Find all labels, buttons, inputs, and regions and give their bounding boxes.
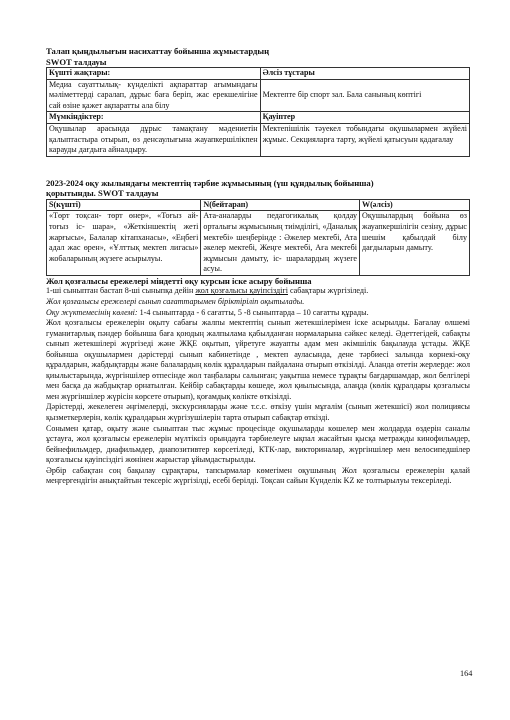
paragraph-1: 1-ші сыныптан бастап 8-ші сыныпқа дейін жол қозғалысы қауіпсіздігі сабақтары жүргізіледі.	[46, 286, 369, 296]
paragraph-6: Сонымен қатар, оқыту және сыныптан тыс жұмыс процесінде оқушыларды көшелер мен жолдарда өздерін саналы ұстауға, жол қозғалысы ережелерін мүлтіксіз орындауға тәрбиелеуге ықпал жасайтын қысқа метражды кинофильмдер, бейнефильмдер, диафильмдер, диапозитивтер көрсетіледі, КТК-лар, викториналар, жүргіншілер мен велосипедшілер қозғалысы қауіпсіздігі жөнінен жарыстар ұйымдастырылды.	[46, 423, 470, 465]
strengths-header: Күшті жақтары:	[47, 68, 261, 80]
swot-table-2	[46, 199, 470, 276]
w-header: W(әлсіз)	[360, 199, 470, 211]
swot-table-1	[46, 67, 470, 157]
paragraph-4: Жол қозғалысы ережелерін оқыту сабағы жалпы мектептің сынып жетекшілерімен іске асырылды. Бағалау өлшемі гуманитарлық пәндер бойынша баға қоюдың жалпылама қабылданған нормаларына сәйкес келеді. Әдеттегідей, сабақты сынып жетекшілері жүргізеді және ЖҚЕ оқытып, үйретуге жауапты адам мен әкімшілік бақылауда ұстады. ЖҚЕ бойынша оқушылармен дәрістерді сынып кабинетінде , мектеп ауласында, дене тәрбиесі залында көрнекі-оқу құралдарын, жабдықтарды және балалардың көлік құралдарын пайдалана отырып өткізілді. Аланда өтетін жерлерде: жол қиылыстарында, жүргіншілер өтпесінде жол таңбалары салынған; уақытша немесе тұрақты бағдаршамдар, жол белгілері мен басқа да жабдықтар орнатылған. Кейбір сабақтарды көшеде, жол қиылысында, алаңда (көлік құралдары қозғалысы мен жүргіншілер жүрісін көрсете отырып), қоғамдық көлікте өткізілді.	[46, 318, 470, 401]
paragraph-3: Оқу жүктемесінің көлемі: 1-4 сыныптарда - 6 сағатты, 5 -8 сыныптарда – 10 сағатты құрады.	[46, 307, 369, 317]
weaknesses-cell: Мектепте бір спорт зал. Бала санының көптігі	[260, 79, 469, 112]
w-cell: Оқушылардың бойына өз жауапкершілігін сезіну, дұрыс шешім қабылдай білу дағдыларын дамыту.	[360, 211, 470, 276]
n-cell: Ата-аналарды педагогикалық қолдау орталығы жұмысының тиімділігі, «Даналық мектебі» шеңберінде : Әжелер мектебі, Ата әкелер мектебі, Жеңге мектебі, Аға мектебі жұмысын дамыту, іс- шаралардың жүзеге асуы.	[201, 211, 360, 276]
s-cell: «Төрт тоқсан- төрт өнер», «Тоғыз ай- тоғыз іс- шара», «Жеткіншектің жеті жарғысы», Балалар кітапханасы», «Еңбегі адал жас өрен», «Ұлттық мектеп лигасы» жобаларының жүзеге асырылуы.	[47, 211, 201, 276]
threats-cell: Мектепішілік тәуекел тобындағы оқушылармен жүйелі жұмыс. Секцияларға тарту, жүйелі қатысуын қадағалау	[260, 123, 469, 156]
weaknesses-header: Әлсіз тұстары	[260, 68, 469, 80]
paragraph-2: Жол қозғалысы ережелері сынып сағаттарымен біріктіріліп оқытылады.	[46, 296, 305, 306]
section3-title: Жол қозғалысы ережелері міндетті оқу курсын іске асыру бойынша	[46, 275, 312, 286]
section2-title: 2023-2024 оқу жылындағы мектептің тәрбие жұмысының (үш құндылық бойынша) қорытынды. SWOT талдауы	[46, 177, 374, 199]
document-page	[46, 46, 470, 487]
paragraph-7: Әрбір сабақтан соң бақылау сұрақтары, тапсырмалар көмегімен оқушының Жол қозғалысы ережелерін қалай меңгергендігін анықтайтын тексеріс жүргізілді, есебі берілді. Тоқсан сайын Күнделік KZ ке толтырылуы тексеріледі.	[46, 465, 470, 486]
paragraph-5: Дәрістерді, жекелеген әңгімелерді, экскурсияларды және т.с.с. өткізу үшін мұғалім (сынып жетекшісі) жол полициясы қызметкерлерін, көлік құралдарын жүргізушілерін тарта отырып сабақтар өткізді.	[46, 402, 470, 422]
strengths-cell: Медиа сауаттылық- күнделікті ақпараттар ағымындағы мәліметтерді саралап, дұрыс баға беріп, жас ерекшелігіне сай өзіне қажет ақпаратты ала білу	[47, 79, 261, 112]
opportunities-header: Мүмкіндіктер:	[47, 112, 261, 124]
threats-header: Қауіптер	[260, 112, 469, 124]
page-number: 164	[460, 669, 473, 678]
section1-title: Талап қыңдылығын насихаттау бойынша жұмыстардың SWOT талдауы	[46, 46, 270, 67]
s-header: S(күшті)	[47, 199, 201, 211]
opportunities-cell: Оқушылар арасында дұрыс тамақтану мәдениетін қалыптастыра отырып, өз денсаулығына жауапкершілікпен карауды дағдыға айналдыру.	[47, 123, 261, 156]
n-header: N(бейтарап)	[201, 199, 360, 211]
